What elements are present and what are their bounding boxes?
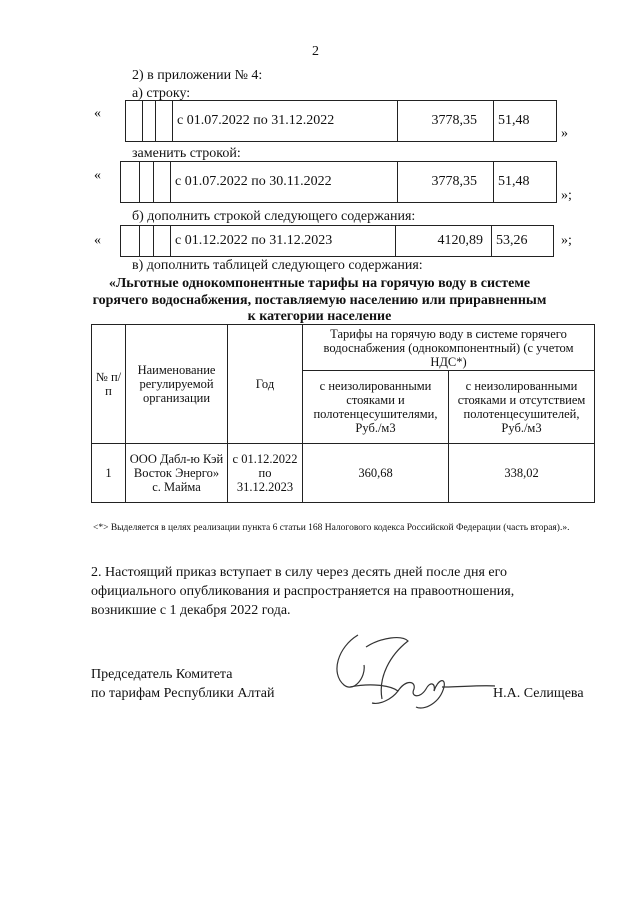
signatory-name: Н.А. Селищева (493, 686, 584, 701)
empty-cell (121, 226, 140, 256)
value-cell: 51,48 (498, 174, 530, 189)
period-cell: с 01.07.2022 по 31.12.2022 (173, 101, 398, 141)
open-quote: « (94, 106, 101, 121)
open-quote: « (94, 233, 101, 248)
period-cell: с 01.12.2022 по 31.12.2023 (171, 226, 396, 256)
value-cell: 51,48 (498, 113, 530, 128)
table-title-line: горячего водоснабжения, поставляемую населению или приравненным (92, 293, 547, 308)
empty-cell (154, 226, 171, 256)
table-row (92, 444, 595, 503)
replace-label: заменить строкой: (132, 146, 241, 161)
old-row-box (125, 100, 557, 142)
header-sub-without-dryers: с неизолированными стояками и отсутствием полотенцесушителей, Руб./м3 (449, 371, 595, 444)
item-heading: 2) в приложении № 4: (132, 68, 263, 83)
page-number: 2 (312, 44, 319, 59)
value-cell: 53,26 (496, 233, 528, 248)
header-organization: Наименование регулируемой организации (126, 325, 228, 444)
cell-value: 360,68 (303, 444, 449, 503)
empty-cell (143, 101, 156, 141)
header-tariffs: Тарифы на горячую воду в системе горячего водоснабжения (однокомпонентный) (с учетом НДС*) (303, 325, 595, 371)
period-cell: с 01.07.2022 по 30.11.2022 (171, 162, 398, 202)
paragraph-line: официального опубликования и распространяется на правоотношения, (91, 584, 515, 599)
empty-cell (121, 162, 140, 202)
table-title-line: «Льготные однокомпонентные тарифы на горячую воду в системе (108, 276, 531, 291)
value-cell: 3778,35 (398, 162, 494, 202)
close-quote: » (561, 126, 568, 141)
empty-cell (156, 101, 173, 141)
added-row-box (120, 225, 554, 257)
subitem-b-label: б) дополнить строкой следующего содержания: (132, 209, 416, 224)
value-cell: 4120,89 (396, 226, 492, 256)
paragraph-line: возникшие с 1 декабря 2022 года. (91, 603, 291, 618)
signatory-title: Председатель Комитета (91, 667, 233, 682)
signatory-title: по тарифам Республики Алтай (91, 686, 275, 701)
tariff-table (91, 324, 595, 503)
new-row-box (120, 161, 557, 203)
cell-number: 1 (92, 444, 126, 503)
header-number: № п/п (92, 325, 126, 444)
table-title-line: к категории население (247, 309, 392, 324)
header-year: Год (228, 325, 303, 444)
handwritten-signature (320, 625, 495, 715)
empty-cell (140, 226, 154, 256)
paragraph-line: 2. Настоящий приказ вступает в силу через десять дней после дня его (91, 565, 507, 580)
footnote: <*> Выделяется в целях реализации пункта 6 статьи 168 Налогового кодекса Российской Федерации (часть вторая).». (93, 523, 570, 533)
subitem-a-label: а) строку: (132, 86, 191, 101)
cell-organization: ООО Дабл-ю Кэй Восток Энерго» с. Майма (126, 444, 228, 503)
subitem-v-label: в) дополнить таблицей следующего содержания: (132, 258, 423, 273)
value-cell: 3778,35 (398, 101, 494, 141)
cell-year: с 01.12.2022 по 31.12.2023 (228, 444, 303, 503)
header-sub-with-dryers: с неизолированными стояками и полотенцесушителями, Руб./м3 (303, 371, 449, 444)
open-quote: « (94, 168, 101, 183)
cell-value: 338,02 (449, 444, 595, 503)
close-quote: »; (561, 233, 572, 248)
empty-cell (126, 101, 143, 141)
empty-cell (154, 162, 171, 202)
empty-cell (140, 162, 154, 202)
close-quote: »; (561, 188, 572, 203)
